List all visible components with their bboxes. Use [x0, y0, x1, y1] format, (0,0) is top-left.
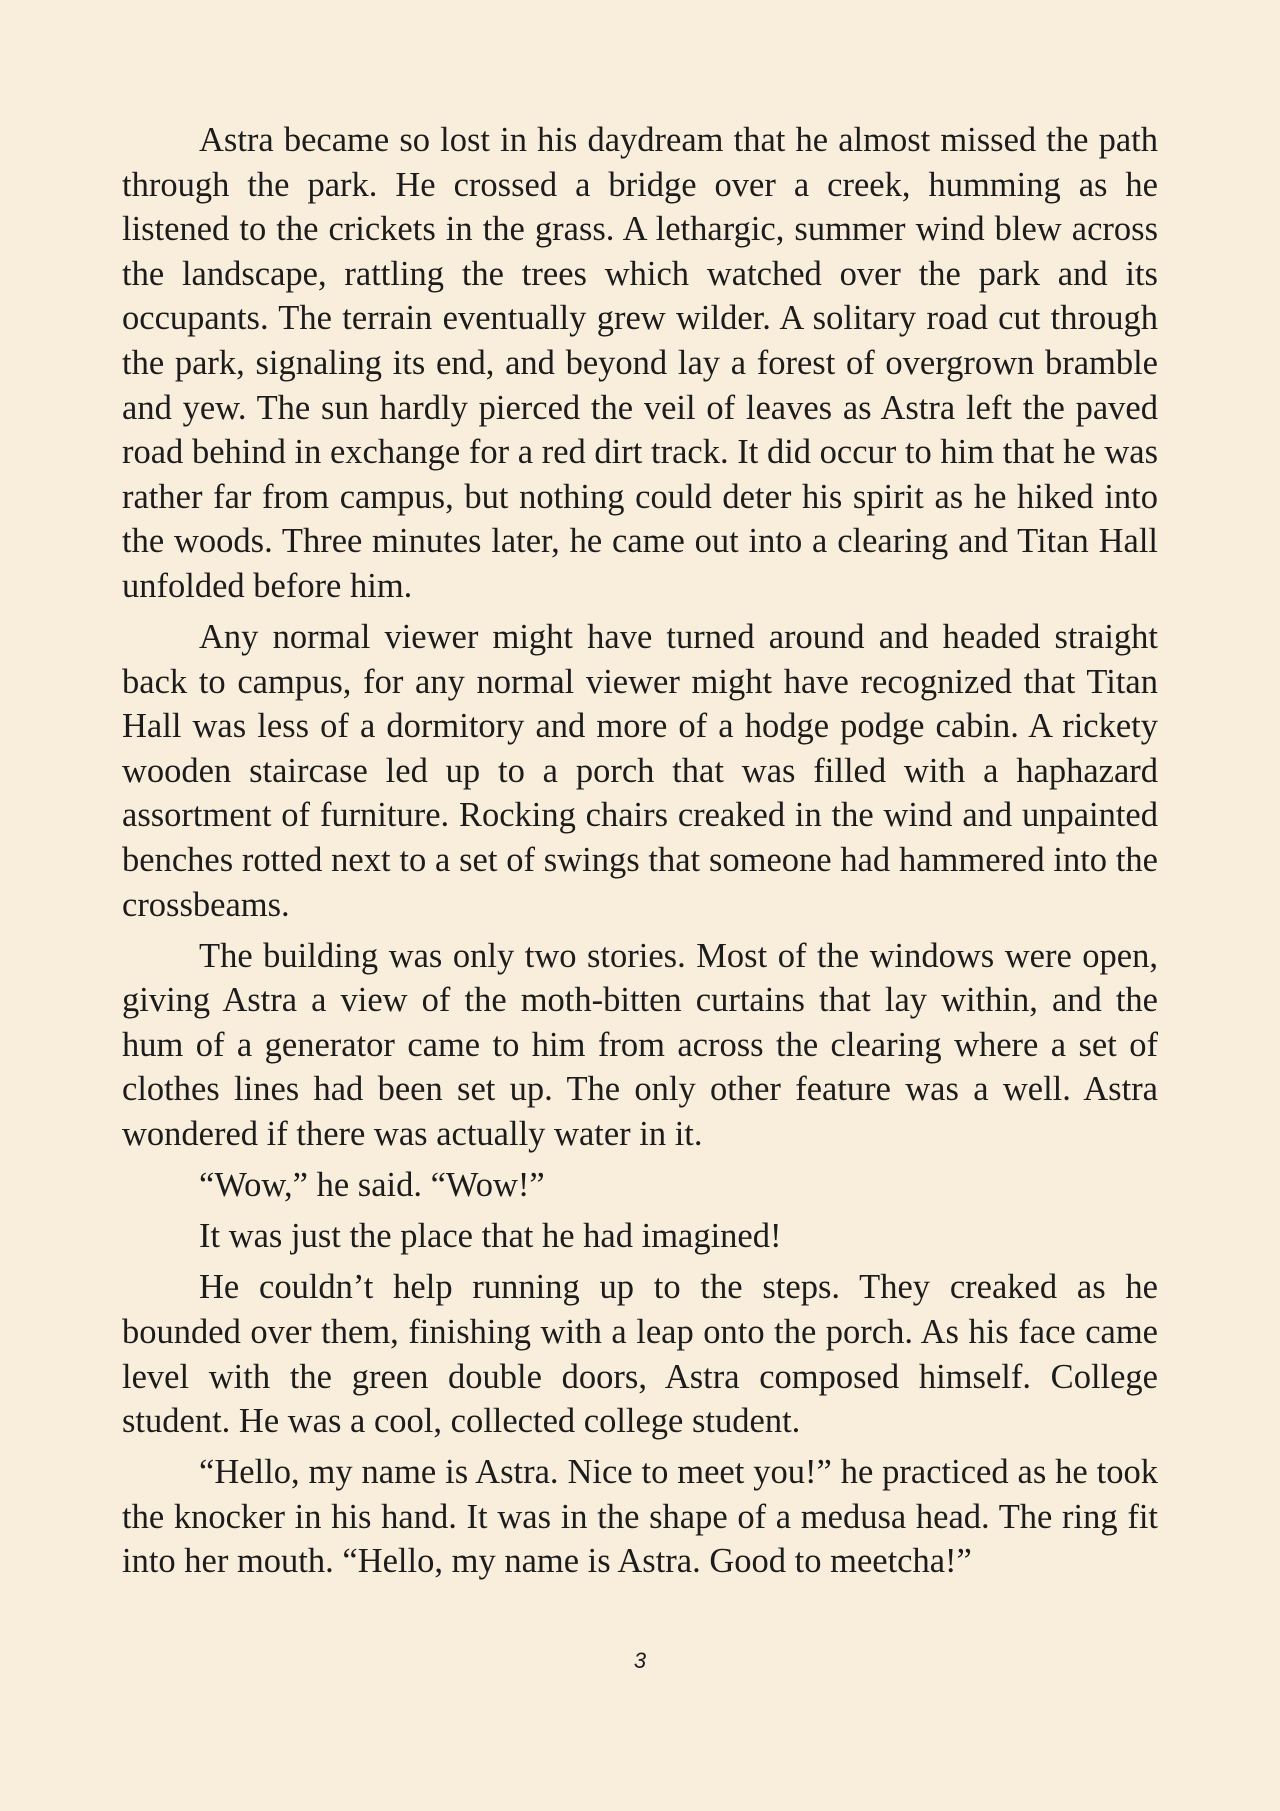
paragraph: Astra became so lost in his daydream that he almost missed the path through the park. He crossed a bridge over a creek, humming as he listened to the crickets in the grass. A lethargic, summer wind blew across the landscape, rattling the trees which watched over the park and its occupants. The terrain eventually grew wilder. A solitary road cut through the park, signaling its end, and beyond lay a forest of overgrown bramble and yew. The sun hardly pierced the veil of leaves as Astra left the paved road behind in exchange for a red dirt track. It did occur to him that he was rather far from campus, but nothing could deter his spirit as he hiked into the woods. Three minutes later, he came out into a clearing and Titan Hall unfolded before him. [122, 121, 1158, 605]
paragraph: The building was only two stories. Most of the windows were open, giving Astra a view of the moth-bitten curtains that lay within, and the hum of a generator came to him from across the clearing where a set of clothes lines had been set up. The only other feature was a well. Astra wondered if there was actually water in it. [122, 936, 1158, 1154]
paragraph: “Hello, my name is Astra. Nice to meet you!” he practiced as he took the knocker in his hand. It was in the shape of a medusa head. The ring fit into her mouth. “Hello, my name is Astra. Good to meetcha!” [122, 1453, 1158, 1581]
page-number: 3 [633, 1648, 647, 1673]
paragraph: It was just the place that he had imagined! [199, 1217, 782, 1256]
paragraph: Any normal viewer might have turned around and headed straight back to campus, for any normal viewer might have recognized that Titan Hall was less of a dormitory and more of a hodge podge cabin. A rickety wooden staircase led up to a porch that was filled with a haphazard assortment of furniture. Rocking chairs creaked in the wind and unpainted benches rotted next to a set of swings that someone had hammered into the crossbeams. [122, 618, 1158, 924]
paragraph: “Wow,” he said. “Wow!” [199, 1166, 545, 1205]
paragraph: He couldn’t help running up to the steps. They creaked as he bounded over them, finishing with a leap onto the porch. As his face came level with the green double doors, Astra composed himself. College student. He was a cool, collected college student. [122, 1268, 1158, 1441]
page-body [122, 118, 1158, 1591]
